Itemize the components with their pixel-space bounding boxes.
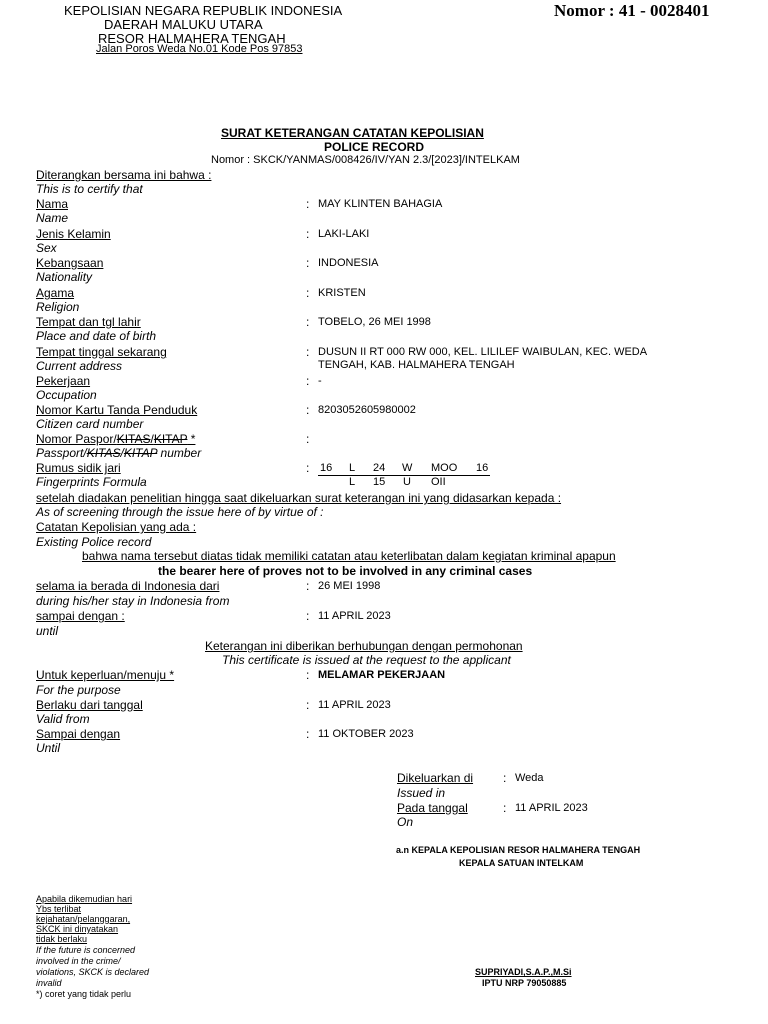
- birth-label-en: Place and date of birth: [36, 329, 157, 343]
- fp-r1-c6: 16: [476, 462, 489, 474]
- document-subtitle: POLICE RECORD: [324, 140, 425, 154]
- stay-from-label: selama ia berada di Indonesia dari: [36, 579, 220, 593]
- footnote-en-3: violations, SKCK is declared: [36, 967, 150, 977]
- valid-until-label-en: Until: [36, 741, 61, 755]
- occupation-colon: :: [306, 374, 310, 388]
- passport-label: [36, 432, 195, 446]
- fp-r1-c1: 16: [320, 462, 333, 474]
- valid-from-label-en: Valid from: [36, 712, 90, 726]
- nationality-value: INDONESIA: [318, 257, 379, 269]
- valid-until-label: Sampai dengan: [36, 727, 121, 741]
- fp-r1-c5: MOO: [431, 462, 458, 474]
- fp-r2-c2: 15: [373, 476, 386, 488]
- footnote-id-5: tidak berlaku: [36, 934, 88, 944]
- fingerprint-row1: [318, 462, 490, 476]
- header-line-1: KEPOLISIAN NEGARA REPUBLIK INDONESIA: [64, 3, 343, 18]
- document-title: SURAT KETERANGAN CATATAN KEPOLISIAN: [221, 126, 484, 140]
- fingerprint-colon: :: [306, 461, 310, 475]
- passport-label-kitas: KITAS: [116, 432, 151, 446]
- valid-from-value: 11 APRIL 2023: [318, 699, 391, 711]
- signatory-line-1: a.n KEPALA KEPOLISIAN RESOR HALMAHERA TENGAH: [396, 845, 641, 855]
- religion-label: Agama: [36, 286, 75, 300]
- screening-id: setelah diadakan penelitian hingga saat dikeluarkan surat keterangan ini yang didasarkan kepada :: [36, 491, 562, 505]
- fp-r2-c4: OII: [431, 476, 446, 488]
- footnote-id-4: SKCK ini dinyatakan: [36, 924, 119, 934]
- fingerprint-label: Rumus sidik jari: [36, 461, 121, 475]
- issued-on-label-en: On: [397, 815, 414, 829]
- record-en: Existing Police record: [36, 535, 152, 549]
- footnote-id-1: Apabila dikemudian hari: [36, 894, 133, 904]
- name-value: MAY KLINTEN BAHAGIA: [318, 198, 443, 210]
- stay-until-label: sampai dengan :: [36, 609, 125, 623]
- sex-value: LAKI-LAKI: [318, 228, 370, 240]
- id-card-colon: :: [306, 403, 310, 417]
- passport-label-star: *: [187, 432, 196, 446]
- signatory-name: SUPRIYADI,S.A.P.,M.Si: [475, 967, 572, 977]
- purpose-label: Untuk keperluan/menuju *: [36, 668, 175, 682]
- document-number: Nomor : SKCK/YANMAS/008426/IV/YAN 2.3/[2023]/INTELKAM: [211, 154, 520, 166]
- statement-id: bahwa nama tersebut diatas tidak memiliki catatan atau keterlibatan dalam kegiatan kriminal apapun: [82, 549, 616, 563]
- id-card-label-en: Citizen card number: [36, 417, 144, 431]
- request-id: Keterangan ini diberikan berhubungan dengan permohonan: [205, 639, 523, 653]
- fingerprint-label-en: Fingerprints Formula: [36, 475, 147, 489]
- record-id: Catatan Kepolisian yang ada :: [36, 520, 197, 534]
- request-en: This certificate is issued at the request to the applicant: [222, 653, 511, 667]
- occupation-label: Pekerjaan: [36, 374, 91, 388]
- header-address: Jalan Poros Weda No.01 Kode Pos 97853: [96, 43, 303, 55]
- name-label-en: Name: [36, 211, 69, 225]
- issued-on-colon: :: [503, 801, 507, 815]
- passport-en-a: Passport/: [36, 446, 87, 460]
- footnote-en-2: involved in the crime/: [36, 956, 121, 966]
- footnote-en-4: invalid: [36, 978, 62, 988]
- passport-en-number: number: [157, 446, 202, 460]
- stay-until-label-en: until: [36, 624, 59, 638]
- passport-label-en: [36, 446, 201, 460]
- occupation-value: -: [318, 375, 322, 387]
- address-label-en: Current address: [36, 359, 123, 373]
- issued-at-value: Weda: [515, 772, 544, 784]
- header-line-3: RESOR HALMAHERA TENGAH: [98, 31, 286, 46]
- valid-from-colon: :: [306, 698, 310, 712]
- screening-en: As of screening through the issue here of by virtue of :: [36, 505, 324, 519]
- footnote-en-1: If the future is concerned: [36, 945, 136, 955]
- name-colon: :: [306, 197, 310, 211]
- passport-label-kitap: KITAP: [153, 432, 188, 446]
- intro-id: Diterangkan bersama ini bahwa :: [36, 168, 212, 182]
- nationality-colon: :: [306, 256, 310, 270]
- serial-number: Nomor : 41 - 0028401: [554, 1, 710, 20]
- id-card-value: 8203052605980002: [318, 404, 416, 416]
- valid-until-value: 11 OKTOBER 2023: [318, 728, 414, 740]
- nationality-label: Kebangsaan: [36, 256, 104, 270]
- footnote-note: *) coret yang tidak perlu: [36, 989, 132, 999]
- signatory-nrp: IPTU NRP 79050885: [482, 978, 567, 988]
- sex-colon: :: [306, 227, 310, 241]
- purpose-label-en: For the purpose: [36, 683, 121, 697]
- signatory-line-2: KEPALA SATUAN INTELKAM: [459, 858, 584, 868]
- sex-label-en: Sex: [36, 241, 57, 255]
- footnote-id-2: Ybs terlibat: [36, 904, 82, 914]
- fp-r2-c3: U: [403, 476, 411, 488]
- issued-at-label: Dikeluarkan di: [397, 771, 474, 785]
- issued-on-value: 11 APRIL 2023: [515, 802, 588, 814]
- fingerprint-row2: [318, 476, 490, 489]
- fp-r1-c3: 24: [373, 462, 386, 474]
- stay-from-label-en: during his/her stay in Indonesia from: [36, 594, 230, 608]
- stay-from-value: 26 MEI 1998: [318, 580, 381, 592]
- religion-value: KRISTEN: [318, 287, 366, 299]
- fp-r2-c1: L: [349, 476, 356, 488]
- purpose-colon: :: [306, 668, 310, 682]
- purpose-value: MELAMAR PEKERJAAN: [318, 669, 446, 681]
- statement-en: the bearer here of proves not to be involved in any criminal cases: [158, 564, 533, 578]
- issued-at-colon: :: [503, 771, 507, 785]
- header-line-2: DAERAH MALUKU UTARA: [104, 17, 263, 32]
- intro-en: This is to certify that: [36, 182, 143, 196]
- birth-value: TOBELO, 26 MEI 1998: [318, 316, 431, 328]
- id-card-label: Nomor Kartu Tanda Penduduk: [36, 403, 198, 417]
- issued-on-label: Pada tanggal: [397, 801, 468, 815]
- passport-en-slash: /: [120, 446, 124, 460]
- valid-from-label: Berlaku dari tanggal: [36, 698, 143, 712]
- footnote-id-3: kejahatan/pelanggaran,: [36, 914, 131, 924]
- name-label: Nama: [36, 197, 69, 211]
- passport-en-kitap: KITAP: [123, 446, 158, 460]
- valid-until-colon: :: [306, 727, 310, 741]
- passport-label-slash: /: [150, 432, 154, 446]
- birth-label: Tempat dan tgl lahir: [36, 315, 141, 329]
- stay-until-colon: :: [306, 609, 310, 623]
- fp-r1-c2: L: [349, 462, 356, 474]
- passport-colon: :: [306, 432, 310, 446]
- address-value-line1: DUSUN II RT 000 RW 000, KEL. LILILEF WAIBULAN, KEC. WEDA: [318, 346, 648, 358]
- passport-label-a: Nomor Paspor/: [36, 432, 117, 446]
- occupation-label-en: Occupation: [36, 388, 97, 402]
- address-colon: :: [306, 345, 310, 359]
- religion-label-en: Religion: [36, 300, 80, 314]
- fp-r1-c4: W: [402, 462, 413, 474]
- religion-colon: :: [306, 286, 310, 300]
- passport-en-kitas: KITAS: [86, 446, 121, 460]
- birth-colon: :: [306, 315, 310, 329]
- sex-label: Jenis Kelamin: [36, 227, 111, 241]
- stay-until-value: 11 APRIL 2023: [318, 610, 391, 622]
- address-value-line2: TENGAH, KAB. HALMAHERA TENGAH: [318, 359, 515, 371]
- address-label: Tempat tinggal sekarang: [36, 345, 167, 359]
- issued-at-label-en: Issued in: [397, 786, 446, 800]
- nationality-label-en: Nationality: [36, 270, 93, 284]
- stay-from-colon: :: [306, 579, 310, 593]
